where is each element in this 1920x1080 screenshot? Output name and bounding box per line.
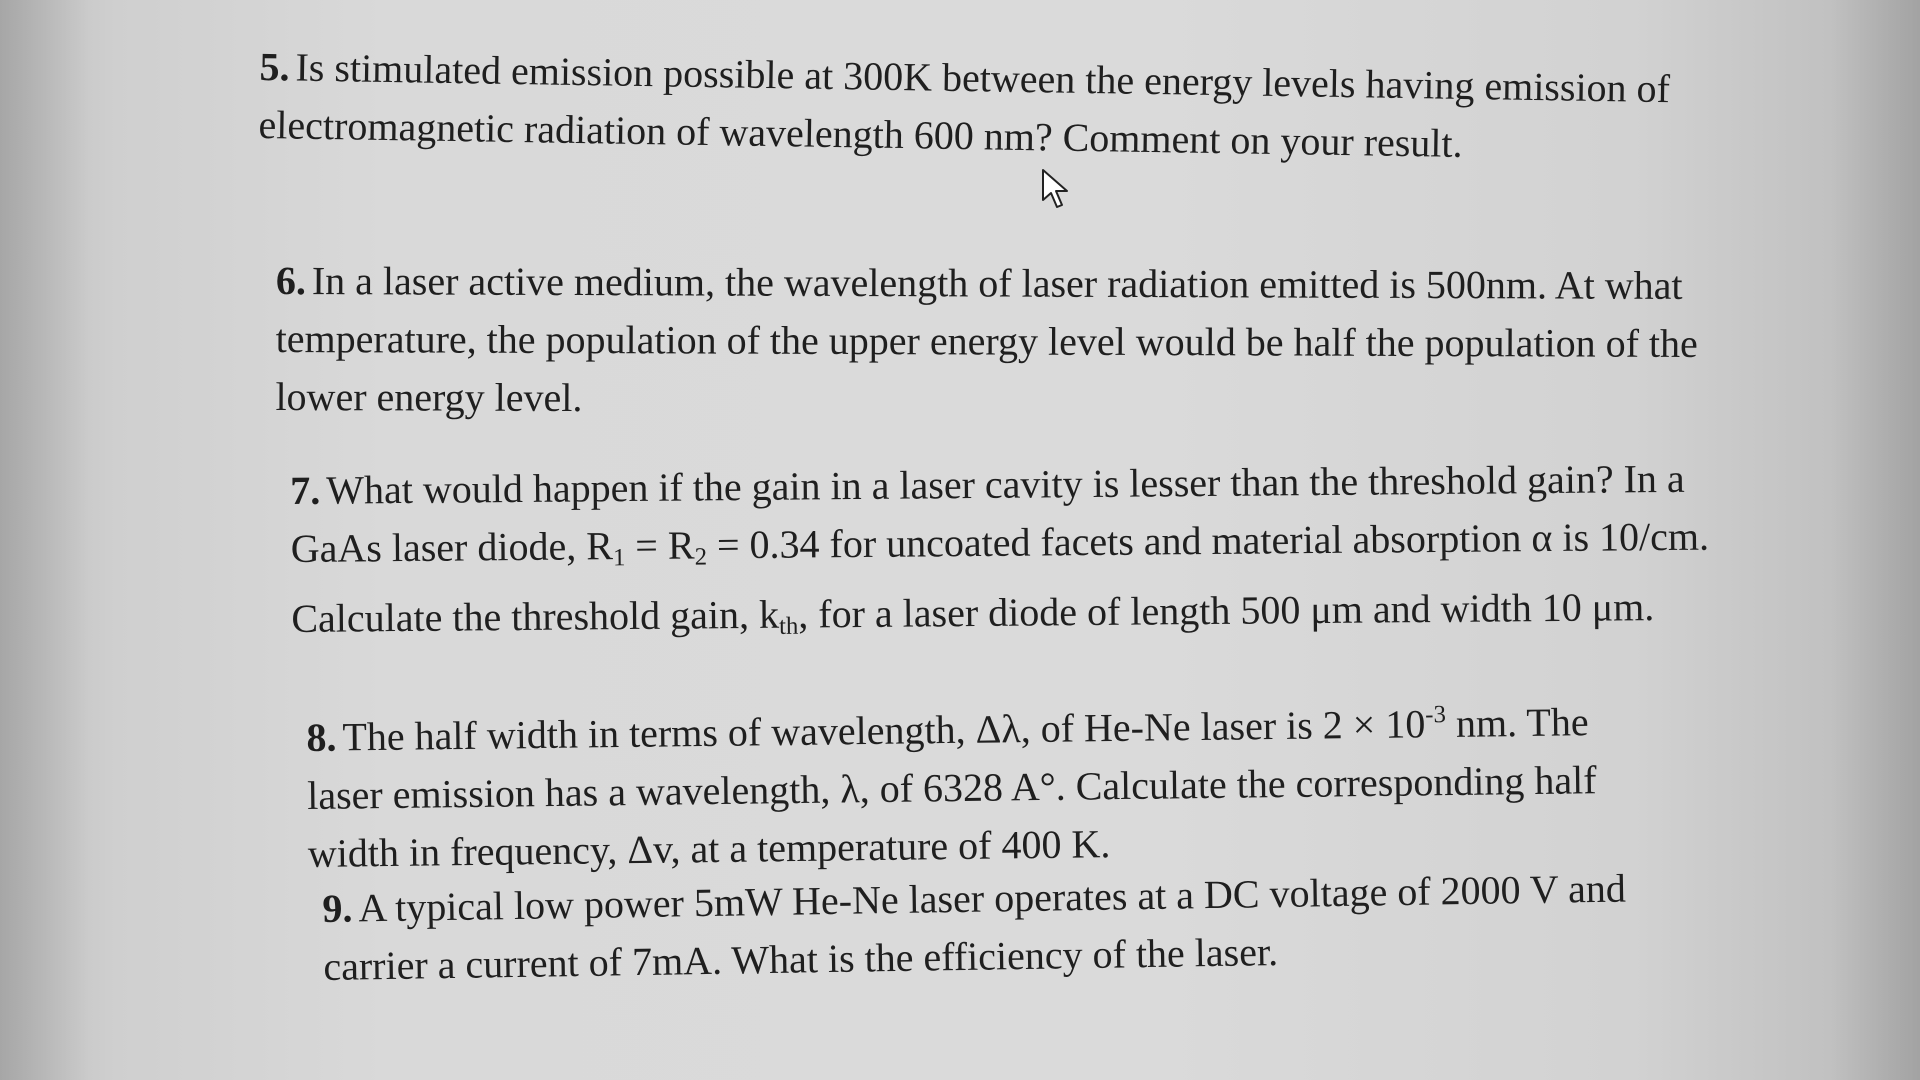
question-number: 7. xyxy=(290,467,321,513)
question-text-part: , for a laser diode of length 500 μm and width 10 μm. xyxy=(798,584,1655,637)
question-text-part: = 0.34 for uncoated facets and material absorption α is 10/cm. Calculate the threshold gain, k xyxy=(291,513,1710,642)
question-6 xyxy=(275,252,1706,431)
question-9 xyxy=(322,859,1684,996)
question-text: Is stimulated emission possible at 300K between the energy levels having emission of electromagnetic radiation of wavelength 600 nm? Comment on your result. xyxy=(258,44,1671,166)
question-text-part: The half width in terms of wavelength, Δλ, of He-Ne laser is 2 × 10 xyxy=(342,701,1426,760)
subscript: 1 xyxy=(612,544,626,572)
question-number: 6. xyxy=(275,257,306,304)
question-8 xyxy=(306,683,1668,882)
question-text: In a laser active medium, the wavelength of laser radiation emitted is 500nm. At what temperature, the population of the upper energy level would be half the population of the lower energy level. xyxy=(275,258,1698,421)
question-7 xyxy=(290,450,1712,661)
question-number: 5. xyxy=(259,43,290,90)
question-text-part: nm. The laser emission has a wavelength, λ, of 6328 A°. Calculate the corresponding half width in frequency, Δv, at a temperature of 400 K. xyxy=(306,699,1597,876)
question-number: 9. xyxy=(322,885,353,931)
subscript: 2 xyxy=(694,543,708,571)
mouse-pointer-icon xyxy=(1040,168,1074,210)
question-5 xyxy=(258,38,1690,176)
superscript: -3 xyxy=(1425,701,1447,729)
question-text: A typical low power 5mW He-Ne laser operates at a DC voltage of 2000 V and carrier a current of 7mA. What is the efficiency of the laser. xyxy=(323,865,1627,989)
subscript: th xyxy=(778,612,799,641)
question-number: 8. xyxy=(306,714,337,760)
question-text-part: What would happen if the gain in a laser cavity is lesser than the threshold gain? In a GaAs laser diode, R xyxy=(290,455,1685,571)
question-text-part: = R xyxy=(625,522,695,569)
